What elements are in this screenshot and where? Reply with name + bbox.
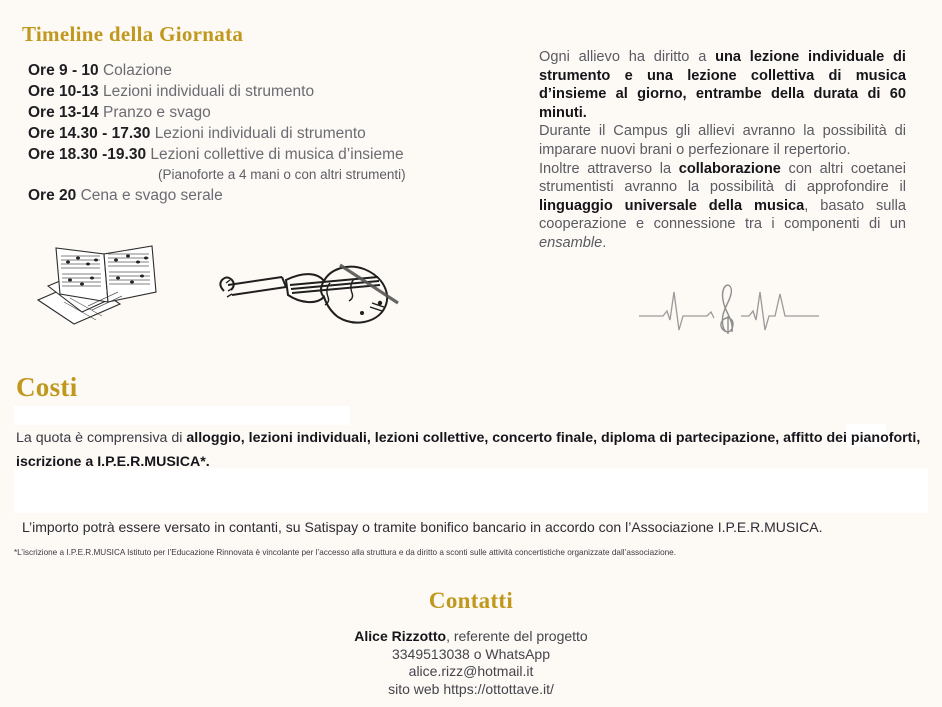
costi-section-title: Costi xyxy=(16,372,78,402)
timeline-list xyxy=(28,60,498,206)
contatti-section-title: Contatti xyxy=(428,588,514,613)
description-p1-lead: Ogni allievo ha diritto a xyxy=(539,49,716,65)
timeline-row xyxy=(28,60,498,81)
timeline-row xyxy=(28,185,498,206)
violin-icon xyxy=(212,247,408,335)
contact-name: Alice Rizzotto xyxy=(354,628,447,644)
timeline-hour: Ore 18.30 -19.30 xyxy=(28,146,147,163)
costi-lead: La quota è comprensiva di xyxy=(16,430,183,446)
description-p3-linguaggio: linguaggio universale della musica xyxy=(539,197,805,214)
sheet-music-icon xyxy=(34,228,169,333)
timeline-hour: Ore 13-14 xyxy=(28,104,99,121)
timeline-row xyxy=(28,102,498,123)
timeline-section-title: Timeline della Giornata xyxy=(22,22,244,46)
timeline-hour: Ore 9 - 10 xyxy=(28,62,99,79)
costi-footnote: *L’iscrizione a I.P.E.R.MUSICA Istituto per l’Educazione Rinnovata è vincolante per l’accesso alla struttura e da diritto a sconti sulle attività concertistiche organizzate dall’associazione. xyxy=(14,548,677,557)
costi-payment-line: L’importo potrà essere versato in contanti, su Satispay o tramite bonifico bancario in accordo con l’Associazione I.P.E.R.MUSICA. xyxy=(22,519,823,535)
description-p3-e: , basato sulla cooperazione e connessione tra i componenti di un xyxy=(539,197,907,233)
description-paragraph-2: Durante il Campus gli allievi avranno la possibilità di imparare nuovi brani o perfezionare il repertorio. xyxy=(539,123,906,158)
description-p3-a: Inoltre attraverso la xyxy=(539,160,679,177)
timeline-hour: Ore 10-13 xyxy=(28,83,99,100)
timeline-activity: Colazione xyxy=(102,62,172,79)
redacted-block-main xyxy=(14,468,928,513)
timeline-activity: Cena e svago serale xyxy=(80,187,223,204)
description-paragraph-3 xyxy=(539,160,906,253)
timeline-row xyxy=(28,81,498,102)
timeline-hour: Ore 20 xyxy=(28,187,77,204)
description-p3-g: . xyxy=(602,234,607,251)
timeline-activity: Lezioni collettive di musica d’insieme xyxy=(150,146,404,163)
timeline-activity: Lezioni individuali di strumento xyxy=(102,83,315,100)
costi-included-items: alloggio, lezioni individuali, lezioni collettive, concerto finale, diploma di partecipazione, affitto dei pianoforti, iscrizione a I.P.E.R.MUSICA*. xyxy=(16,430,921,470)
contact-phone: 3349513038 o WhatsApp xyxy=(391,645,550,662)
redacted-block-top xyxy=(14,406,350,425)
timeline-hour: Ore 14.30 - 17.30 xyxy=(28,125,151,142)
contact-person-row xyxy=(0,628,942,646)
contact-website[interactable]: sito web https://ottottave.it/ xyxy=(388,680,554,697)
description-column xyxy=(539,48,906,253)
description-paragraph-1 xyxy=(539,48,906,122)
heartbeat-treble-clef-icon xyxy=(637,282,823,338)
description-p3-c: con altri coetanei strumentisti avranno la possibilità di approfondire il xyxy=(539,160,906,196)
contact-role: , referente del progetto xyxy=(446,628,588,644)
costi-body xyxy=(16,426,926,474)
timeline-activity: Lezioni individuali di strumento xyxy=(154,125,366,142)
timeline-row xyxy=(28,144,498,165)
timeline-note: (Pianoforte a 4 mani o con altri strumenti) xyxy=(158,167,406,182)
contact-email[interactable]: alice.rizz@hotmail.it xyxy=(408,663,534,679)
timeline-activity: Pranzo e svago xyxy=(102,104,211,121)
timeline-row xyxy=(28,123,498,144)
description-p3-ensamble: ensamble xyxy=(539,234,603,251)
description-p3-collaborazione: collaborazione xyxy=(678,160,781,177)
description-p1-bold: una lezione individuale di strumento e una lezione collettiva di musica d’insieme al giorno, entrambe della durata di 60 minuti. xyxy=(539,49,906,121)
contatti-list xyxy=(0,628,942,698)
